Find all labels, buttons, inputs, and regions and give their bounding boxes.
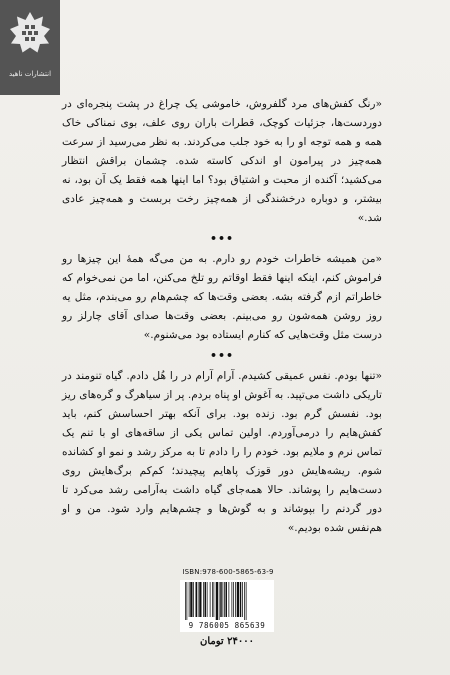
barcode-bar [205,582,207,617]
barcode-bar [223,582,224,617]
barcode-bars-icon [184,582,270,620]
barcode-bar [212,582,213,617]
barcode-bar [233,582,234,617]
blurb-paragraph-2: «من همیشه خاطرات خودم رو دارم. به من می‌گه همهٔ این چیزها رو فراموش کنم، اینکه اینها فقط اوقاتم رو تلخ می‌کنن، اما من نمی‌خوام که خاطراتم ازم گرفته بشه. بعضی وقت‌ها که چشم‌هام رو می‌بندم، مثل یه روز روشن همه‌شون رو می‌بینم. بعضی وقت‌ها صدای آقای چارلز رو درست مثل وقت‌هایی که کنارم ایستاده بود می‌شنوم.» [62,253,382,341]
isbn-label: ISBN:978-600-5865-63-9 [182,568,274,576]
barcode-bar [210,582,211,617]
barcode-bar [229,582,230,617]
publisher-name: انتشارات ناهید [8,70,52,78]
barcode [180,580,274,632]
barcode-bar [216,582,218,620]
barcode-bar [190,582,192,617]
barcode-bar [193,582,194,617]
barcode-bar [196,582,198,617]
barcode-bar [232,582,233,617]
barcode-bar [214,582,215,617]
barcode-bar [237,582,239,617]
barcode-bar [219,582,220,620]
blurb-paragraph-1: «رنگ کفش‌های مرد گلفروش، خاموشی یک چراغ در پشت پنجره‌ای در دوردست‌ها، جزئیات کوچک، قطرات باران روی علف، بوی نمناکی خاک همه و همه توجه او را به خود جلب می‌کردند. به نظر می‌رسید از سرعت همه‌چیز در پیرامون او اندکی کاسته شده. چشمان براقش انتظار می‌کشید؛ آکنده از محبت و اشتیاق بود؟ اما اینها همه فقط یک آن بود، نه بیشتر، و دوباره درخشندگی از همه‌چیز رخت بربست و همه‌چیز عادی شد.» [62,98,382,224]
barcode-bar [244,582,245,620]
back-cover-text [62,95,382,538]
separator-2: ••• [209,349,235,362]
star-seal-icon [8,10,52,54]
barcode-bar [224,582,225,617]
barcode-bar [199,582,201,617]
price: ۲۴۰۰۰ تومان [199,636,255,647]
barcode-bar [242,582,243,617]
blurb-paragraph-3: «تنها بودم. نفس عمیقی کشیدم. آرام آرام در را هُل دادم. گیاه تنومند در تاریکی داشت می‌تپید. به آغوش او پناه بردم. پر از سیاهرگ و گره‌های ریز بود. نفسش گرم بود. زنده بود. برای آنکه بهتر احساسش کنم، باید کفش‌هایم را درمی‌آوردم. اولین تماس یکی از ساقه‌های او با تنم یک تماس نرم و ملایم بود. خودم را را دادم تا به مرکز رشد و نمو او کشانده شوم. ریشه‌هایش دور قوزک پاهایم پیچیدند؛ کم‌کم برگ‌هایش روی دست‌هایم را پوشاند. حالا همه‌جای گیاه داشت به‌آرامی رشد می‌کرد تا دور گردنم را بپوشاند و به گوش‌ها و چشم‌هایم وارد شود. من و او هم‌نفس شده بودیم.» [62,370,382,534]
barcode-bar [226,582,228,617]
separator-1: ••• [209,232,235,245]
barcode-bar [240,582,242,617]
barcode-bar [198,582,199,617]
barcode-bar [203,582,204,617]
barcode-bar [189,582,190,617]
barcode-bar [185,582,186,620]
barcode-bar [187,582,188,620]
barcode-bar [220,582,222,617]
barcode-bar [207,582,208,617]
barcode-bar [246,582,247,620]
publisher-logo-block [0,0,60,95]
barcode-number: 9 786005 865639 [188,621,266,630]
barcode-bar [235,582,236,617]
